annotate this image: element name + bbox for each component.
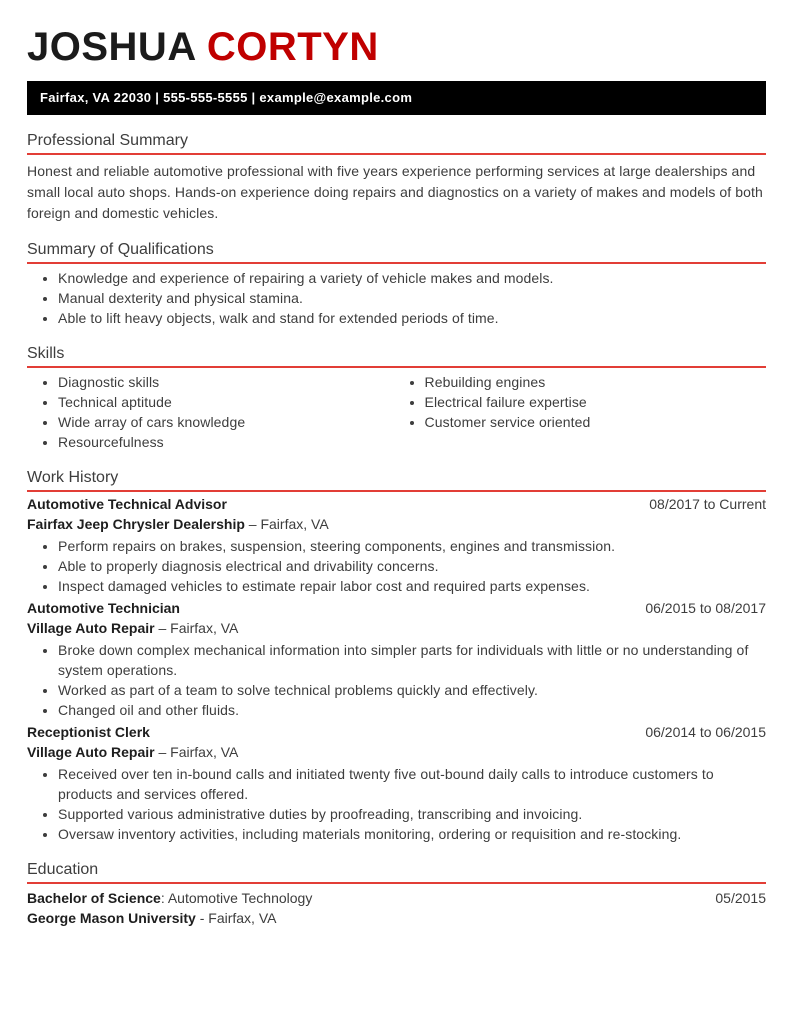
skills-columns	[27, 372, 766, 452]
page-title	[27, 26, 766, 68]
section-title-professional-summary: Professional Summary	[27, 131, 766, 155]
job-header	[27, 722, 766, 742]
education-program: : Automotive Technology	[160, 890, 313, 906]
section-work-history	[27, 468, 766, 844]
list-item: • Able to lift heavy objects, walk and stand for extended periods of time.	[58, 308, 766, 328]
job-location: – Fairfax, VA	[244, 516, 329, 532]
list-item: • Rebuilding engines	[425, 372, 767, 392]
list-item: • Supported various administrative duties by proofreading, transcribing and invoicing.	[58, 804, 766, 824]
section-skills	[27, 344, 766, 452]
section-title-education: Education	[27, 860, 766, 884]
name-last: CORTYN	[206, 25, 379, 69]
skills-list-left	[27, 372, 397, 452]
job-header	[27, 598, 766, 618]
job-entry	[27, 722, 766, 844]
section-title-qualifications: Summary of Qualifications	[27, 240, 766, 264]
job-company-line	[27, 514, 766, 534]
list-item: • Knowledge and experience of repairing a variety of vehicle makes and models.	[58, 268, 766, 288]
list-item: • Oversaw inventory activities, including materials monitoring, ordering or requisition and re-stocking.	[58, 824, 766, 844]
job-company: Village Auto Repair	[27, 744, 155, 760]
list-item: • Diagnostic skills	[58, 372, 397, 392]
list-item: • Inspect damaged vehicles to estimate repair labor cost and required parts expenses.	[58, 576, 766, 596]
job-title: Receptionist Clerk	[27, 724, 150, 740]
professional-summary-text: Honest and reliable automotive professional with five years experience performing services at large dealerships and small local auto shops. Hands-on experience doing repairs and diagnostics on a variety of makes and models of both foreign and domestic vehicles.	[27, 163, 763, 221]
job-company-line	[27, 618, 766, 638]
qualifications-list	[27, 268, 766, 328]
list-item: • Broke down complex mechanical information into simpler parts for individuals with little or no understanding of system operations.	[58, 640, 766, 680]
list-item: • Manual dexterity and physical stamina.	[58, 288, 766, 308]
education-school: George Mason University	[27, 910, 196, 926]
section-title-skills: Skills	[27, 344, 766, 368]
job-location: – Fairfax, VA	[154, 620, 239, 636]
job-company: Village Auto Repair	[27, 620, 155, 636]
list-item: • Wide array of cars knowledge	[58, 412, 397, 432]
job-dates: 06/2014 to 06/2015	[645, 724, 766, 740]
list-item: • Perform repairs on brakes, suspension, steering components, engines and transmission.	[58, 536, 766, 556]
job-company-line	[27, 742, 766, 762]
job-company: Fairfax Jeep Chrysler Dealership	[27, 516, 245, 532]
job-entry	[27, 598, 766, 720]
section-professional-summary	[27, 131, 766, 224]
list-item: • Able to properly diagnosis electrical and drivability concerns.	[58, 556, 766, 576]
job-dates: 08/2017 to Current	[649, 496, 766, 512]
job-header	[27, 494, 766, 514]
section-qualifications	[27, 240, 766, 328]
education-header	[27, 888, 766, 908]
education-school-location: - Fairfax, VA	[195, 910, 277, 926]
list-item: • Technical aptitude	[58, 392, 397, 412]
section-education	[27, 860, 766, 928]
list-item: • Worked as part of a team to solve technical problems quickly and effectively.	[58, 680, 766, 700]
list-item: • Received over ten in-bound calls and initiated twenty five out-bound daily calls to introduce customers to products and services offered.	[58, 764, 766, 804]
list-item: • Customer service oriented	[425, 412, 767, 432]
list-item: • Resourcefulness	[58, 432, 397, 452]
job-title: Automotive Technical Advisor	[27, 496, 227, 512]
education-school-line	[27, 908, 766, 928]
job-location: – Fairfax, VA	[154, 744, 239, 760]
list-item: • Electrical failure expertise	[425, 392, 767, 412]
job-dates: 06/2015 to 08/2017	[645, 600, 766, 616]
list-item: • Changed oil and other fluids.	[58, 700, 766, 720]
job-entry	[27, 494, 766, 596]
name-first: JOSHUA	[27, 25, 196, 69]
contact-bar: Fairfax, VA 22030 | 555-555-5555 | example@example.com	[27, 81, 766, 115]
skills-list-right	[397, 372, 767, 452]
job-bullet-list	[27, 764, 766, 844]
job-title: Automotive Technician	[27, 600, 180, 616]
job-bullet-list	[27, 640, 766, 720]
job-bullet-list	[27, 536, 766, 596]
education-degree: Bachelor of Science	[27, 890, 161, 906]
education-date: 05/2015	[715, 890, 766, 906]
education-degree-line	[27, 888, 312, 908]
section-title-work-history: Work History	[27, 468, 766, 492]
education-entry	[27, 888, 766, 928]
